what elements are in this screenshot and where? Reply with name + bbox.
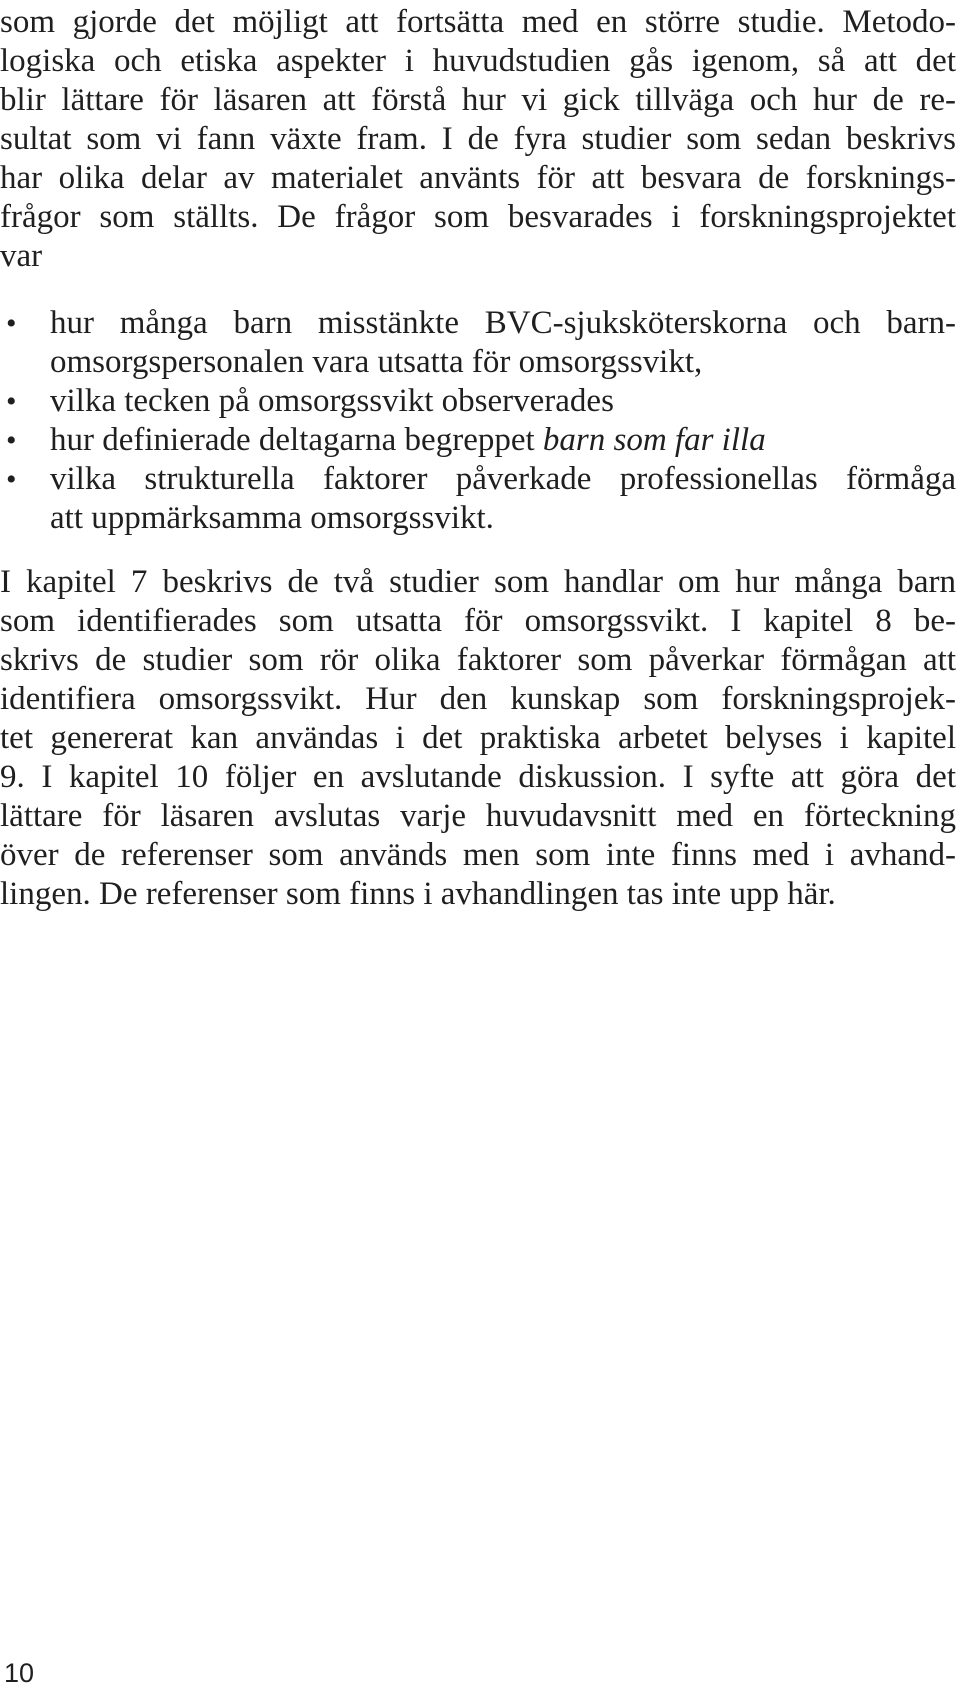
paragraph-line: har olika delar av materialet använts för att besvara de forsknings- (0, 160, 956, 196)
page-number: 10 (4, 1658, 35, 1688)
paragraph-line: identifiera omsorgssvikt. Hur den kunskap som forskningsprojek- (0, 681, 956, 717)
list-item-line: hur många barn misstänkte BVC-sjuksköterskorna och barn- (50, 305, 956, 341)
paragraph-line: 9. I kapitel 10 följer en avslutande diskussion. I syfte att göra det (0, 759, 956, 795)
list-item-line (50, 420, 956, 460)
paragraph-line: tet genererat kan användas i det praktiska arbetet belyses i kapitel (0, 720, 956, 756)
list-item-text: hur definierade deltagarna begreppet (50, 422, 543, 458)
bullet-icon: • (6, 385, 17, 418)
list-item-line: vilka tecken på omsorgssvikt observerades (50, 383, 614, 419)
paragraph-line: lingen. De referenser som finns i avhandlingen tas inte upp här. (0, 876, 836, 912)
list-item-line: vilka strukturella faktorer påverkade professionellas förmåga (50, 461, 956, 497)
paragraph-line: blir lättare för läsaren att förstå hur vi gick tillväga och hur de re- (0, 82, 956, 118)
paragraph-line: var (0, 238, 43, 274)
paragraph-line: som identifierades som utsatta för omsorgssvikt. I kapitel 8 be- (0, 603, 956, 639)
list-item-line: omsorgspersonalen vara utsatta för omsorgssvikt, (50, 344, 703, 380)
italic-term: barn som far illa (542, 422, 766, 458)
bullet-icon: • (6, 424, 17, 457)
list-item-line: att uppmärksamma omsorgssvikt. (50, 500, 494, 536)
bullet-icon: • (6, 307, 17, 340)
paragraph-line: skrivs de studier som rör olika faktorer som påverkar förmågan att (0, 642, 956, 678)
paragraph-line: logiska och etiska aspekter i huvudstudien gås igenom, så att det (0, 43, 956, 79)
paragraph-line: över de referenser som används men som inte finns med i avhand- (0, 837, 956, 873)
bullet-icon: • (6, 463, 17, 496)
paragraph-line: som gjorde det möjligt att fortsätta med en större studie. Metodo- (0, 4, 956, 40)
paragraph-line: lättare för läsaren avslutas varje huvudavsnitt med en förteckning (0, 798, 956, 834)
paragraph-line: sultat som vi fann växte fram. I de fyra studier som sedan beskrivs (0, 121, 956, 157)
paragraph-line: I kapitel 7 beskrivs de två studier som handlar om hur många barn (0, 564, 956, 600)
paragraph-line: frågor som ställts. De frågor som besvarades i forskningsprojektet (0, 199, 956, 235)
